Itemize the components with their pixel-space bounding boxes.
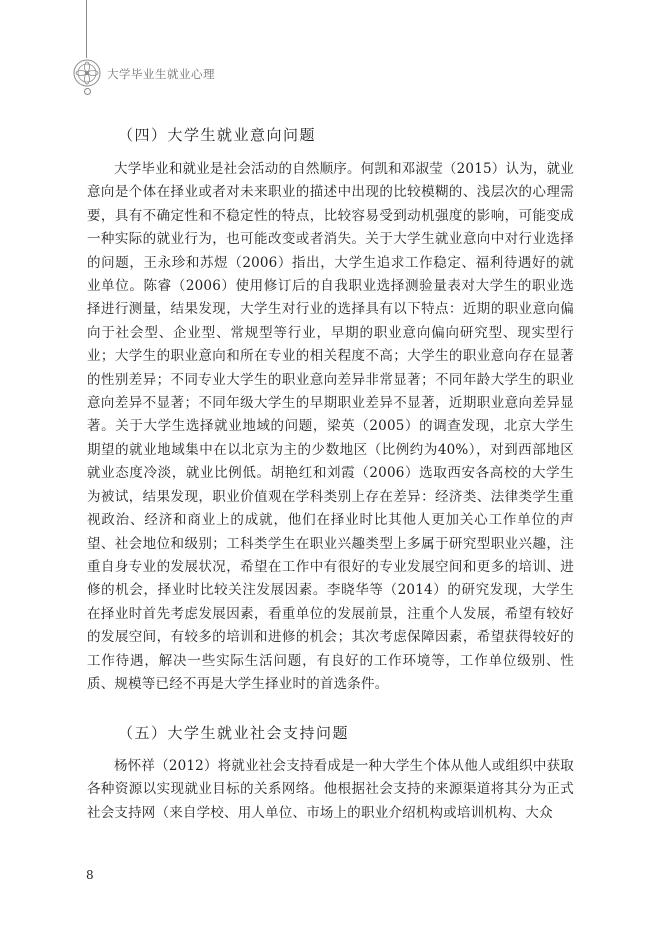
- section-heading-5: （五）大学生就业社会支持问题: [118, 724, 350, 742]
- page-number: 8: [86, 868, 94, 882]
- section-5-paragraph: 杨怀祥（2012）将就业社会支持看成是一种大学生个体从他人或组织中获取各种资源以实现就业目标的关系网络。他根据社会支持的来源渠道将其分为正式社会支持网（来自学校、用人单位、市场上的职业介绍机构或培训机构、大众: [87, 758, 574, 821]
- header-rule: [86, 0, 87, 58]
- section-4-paragraph: 大学毕业和就业是社会活动的自然顺序。何凯和邓淑莹（2015）认为，就业意向是个体在择业或者对未来职业的描述中出现的比较模糊的、浅层次的心理需要，具有不确定性和不稳定性的特点，比较容易受到动机强度的影响，可能变成一种实际的就业行为，也可能改变或者消失。关于大学生就业意向中对行业选择的问题，王永珍和苏煜（2006）指出，大学生追求工作稳定、福利待遇好的就业单位。陈睿（2006）使用修订后的自我职业选择测验量表对大学生的职业选择进行测量，结果发现，大学生对行业的选择具有以下特点：近期的职业意向偏向于社会型、企业型、常规型等行业，早期的职业意向偏向研究型、现实型行业；大学生的职业意向和所在专业的相关程度不高；大学生的职业意向存在显著的性别差异；不同专业大学生的职业意向差异非常显著；不同年龄大学生的职业意向差异不显著；不同年级大学生的早期职业差异不显著，近期职业意向差异显著。关于大学生选择就业地域的问题，梁英（2005）的调查发现，北京大学生期望的就业地域集中在以北京为主的少数地区（比例约为40%），对到西部地区就业态度冷淡，就业比例低。胡艳红和刘霞（2006）选取西安各高校的大学生为被试，结果发现，职业价值观在学科类别上存在差异：经济类、法律类学生重视政治、经济和商业上的成就，他们在择业时比其他人更加关心工作单位的声望、社会地位和级别；工科类学生在职业兴趣类型上多属于研究型职业兴趣，注重自身专业的发展状况，希望在工作中有很好的专业发展空间和更多的培训、进修的机会，择业时比较关注发展因素。李晓华等（2014）的研究发现，大学生在择业时首先考虑发展因素，看重单位的发展前景，注重个人发展，希望有较好的发展空间，有较多的培训和进修的机会；其次考虑保障因素，希望获得较好的工作待遇，解决一些实际生活问题，有良好的工作环境等，工作单位级别、性质、规模等已经不再是大学生择业时的首选条件。: [87, 161, 574, 692]
- lotus-ornament-icon: [72, 58, 102, 88]
- running-head: 大学毕业生就业心理: [107, 67, 215, 81]
- ornament-dot: [84, 88, 91, 95]
- section-heading-4: （四）大学生就业意向问题: [118, 126, 317, 144]
